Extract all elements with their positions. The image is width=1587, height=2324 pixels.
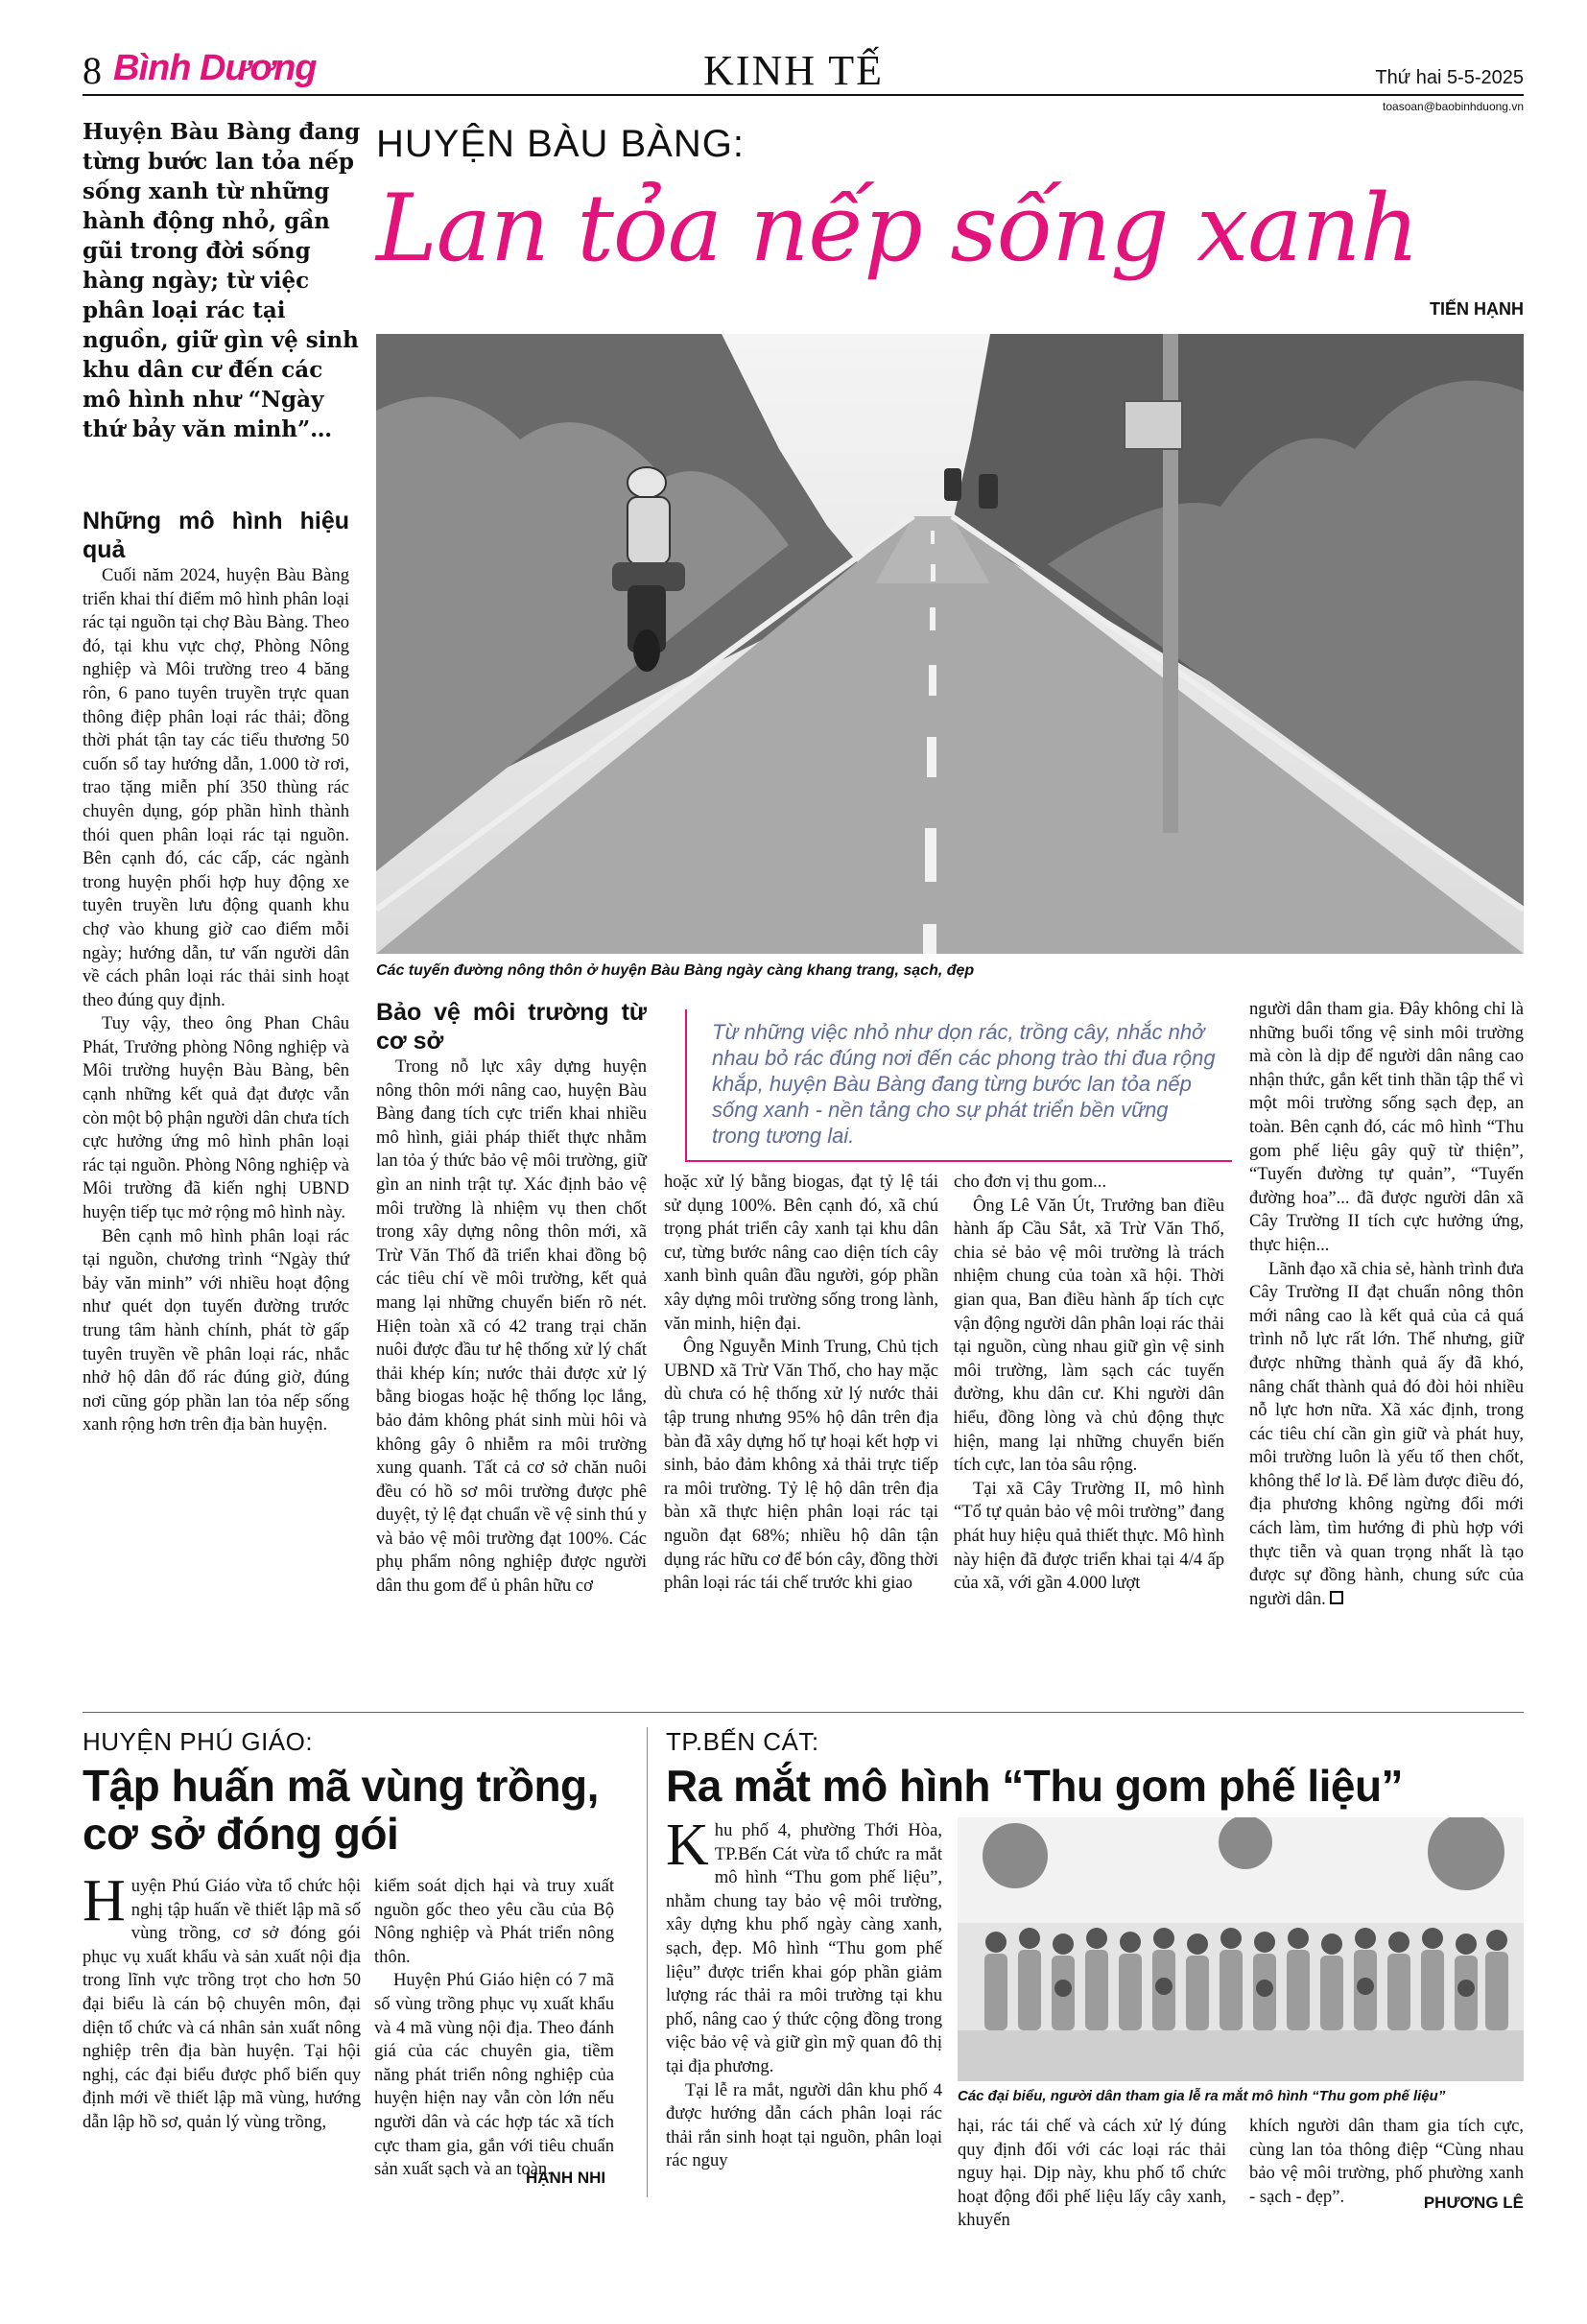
page-number: 8	[83, 49, 102, 92]
phu-giao-headline	[83, 1762, 658, 1858]
headline-line: Tập huấn mã vùng trồng,	[83, 1761, 599, 1811]
lead-headline: Lan tỏa nếp sống xanh	[376, 175, 1419, 282]
lead-column-1	[83, 507, 349, 1437]
dropcap: H	[83, 1868, 126, 1933]
lead-column-2	[376, 998, 647, 1599]
issue-date: Thứ hai 5-5-2025	[1375, 67, 1524, 88]
paragraph	[1249, 1258, 1524, 1612]
subhead-environment: Bảo vệ môi trường từ cơ sở	[376, 999, 647, 1055]
paragraph: Tuy vậy, theo ông Phan Châu Phát, Trưởng phòng Nông nghiệp và Môi trường huyện Bàu Bàng, bên cạnh những kết quả đạt được vẫn còn một bộ phận người dân chưa tích cực hưởng ứng mô hình phân loại rác tại nguồn. Phòng Nông nghiệp và Môi trường đã kiến nghị UBND huyện tiếp tục mở rộng mô hình này.	[83, 1013, 349, 1223]
lead-summary: Huyện Bàu Bàng đang từng bước lan tỏa nếp sống xanh từ những hành động nhỏ, gần gũi trong đời sống hàng ngày; từ việc phân loại rác tại nguồn, giữ gìn vệ sinh khu dân cư đến các mô hình như “Ngày thứ bảy văn minh”…	[83, 119, 361, 442]
lead-byline: TIẾN HẠNH	[1430, 299, 1524, 319]
ben-cat-column-1	[666, 1813, 942, 2173]
pull-quote: Từ những việc nhỏ như dọn rác, trồng cây, nhắc nhở nhau bỏ rác đúng nơi đến các phong trào thi đua rộng khắp, huyện Bàu Bàng đang từng bước lan tỏa nếp sống xanh - nền tảng cho sự phát triển bền vững trong tương lai.	[685, 1009, 1232, 1162]
road-photo	[376, 334, 1524, 954]
paragraph: Ông Lê Văn Út, Trưởng ban điều hành ấp Cầu Sắt, xã Trừ Văn Thố, chia sẻ bảo vệ môi trường là trách nhiệm chung của toàn xã hội. Thời gian qua, Ban điều hành ấp tích cực vận động người dân phân loại rác thải tại nguồn, cùng nhau giữ gìn vệ sinh môi trường, làm sạch các tuyến đường, khu dân cư. Khi người dân hiểu, đồng lòng và chủ động thực hiện, mang lại những chuyển biến tích cực, lan tỏa sâu rộng.	[954, 1195, 1224, 1476]
newspaper-logo: Bình Dương	[113, 48, 317, 88]
lead-column-3	[664, 1171, 938, 1596]
lead-photo-caption: Các tuyến đường nông thôn ở huyện Bàu Bàng ngày càng khang trang, sạch, đẹp	[376, 962, 975, 979]
paragraph: Ông Nguyễn Minh Trung, Chủ tịch UBND xã Trừ Văn Thố, cho hay mặc dù chưa có hệ thống xử lý nước thải tập trung nhưng 95% hộ dân trên địa bàn đã xây dựng hố tự hoại kết hợp vi sinh, bảo đảm không xả thải trực tiếp ra môi trường. Tỷ lệ hộ dân trên địa bàn xã thực hiện phân loại rác tại nguồn đạt 68%; nhiều hộ dân tận dụng rác hữu cơ để bón cây, đồng thời phân loại rác tái chế trước khi giao	[664, 1337, 938, 1594]
phu-giao-column-2	[374, 1875, 614, 2182]
paragraph: Cuối năm 2024, huyện Bàu Bàng triển khai thí điểm mô hình phân loại rác tại nguồn tại chợ Bàu Bàng. Theo đó, tại khu vực chợ, Phòng Nông nghiệp và Môi trường treo 4 băng rôn, 6 pano tuyên truyền trực quan thông điệp phân loại rác thải; đồng thời phát tận tay các tiểu thương 50 cuốn sổ tay hướng dẫn, 1.000 tờ rơi, trao tặng miễn phí 350 thùng rác chuyên dụng, góp phần hình thành thói quen phân loại rác tại nguồn. Bên cạnh đó, các cấp, các ngành trong huyện phối hợp huy động xe tuyên truyền lưu động quanh khu chợ vào khung giờ cao điểm mỗi ngày; hướng dẫn, tư vấn người dân về cách phân loại rác thải sinh hoạt theo đúng quy định.	[83, 565, 349, 1010]
group-photo-illustration	[958, 1817, 1524, 2081]
paragraph: cho đơn vị thu gom...	[954, 1172, 1107, 1192]
headline-line: cơ sở đóng gói	[83, 1809, 399, 1859]
subhead-effective-models: Những mô hình hiệu quả	[83, 508, 349, 563]
paragraph-text: hu phố 4, phường Thới Hòa, TP.Bến Cát vừa tổ chức ra mắt mô hình “Thu gom phế liệu”, nhằm chung tay bảo vệ môi trường, xây dựng khu phố ngày càng xanh, sạch, đẹp. Mô hình “Thu gom phế liệu” được triển khai góp phần giảm lượng rác thải ra môi trường tại khu phố, nâng cao ý thức cộng đồng trong việc bảo vệ và giữ gìn mỹ quan đô thị tại địa phương.	[666, 1820, 942, 2076]
ben-cat-byline: PHƯƠNG LÊ	[1423, 2194, 1524, 2212]
paragraph: Tại xã Cây Trường II, mô hình “Tổ tự quản bảo vệ môi trường” đang phát huy hiệu quả thiết thực. Mô hình này hiện đã được triển khai tại 4/4 ấp của xã, với gần 4.000 lượt	[954, 1478, 1224, 1594]
paragraph: người dân tham gia. Đây không chỉ là những buổi tổng vệ sinh môi trường mà còn là dịp để người dân nâng cao nhận thức, gắn kết tinh thần tập thể vì một môi trường sống sạch đẹp, an toàn. Bên cạnh đó, các mô hình “Thu gom phế liệu gây quỹ từ thiện”, “Tuyến đường tự quản”, “Tuyến đường hoa”... đã được người dân xã Cây Trường II tích cực hưởng ứng, thực hiện...	[1249, 999, 1524, 1255]
lead-kicker: HUYỆN BÀU BÀNG:	[376, 123, 745, 165]
paragraph-text: uyện Phú Giáo vừa tổ chức hội nghị tập huấn về thiết lập mã số vùng trồng, cơ sở đóng gói phục vụ xuất khẩu và sản xuất nội địa trong lĩnh vực trồng trọt cho hơn 50 đại biểu là cán bộ chuyên môn, đại diện tổ chức và cá nhân sản xuất nông nghiệp trên địa bàn huyện. Tại hội nghị, các đại biểu được phổ biến quy định mới về thiết lập mã vùng, hướng dẫn lập hồ sơ, quản lý vùng trồng,	[83, 1876, 361, 2132]
ben-cat-column-2	[958, 2115, 1226, 2233]
phu-giao-column-1	[83, 1868, 361, 2135]
ben-cat-headline: Ra mắt mô hình “Thu gom phế liệu”	[666, 1761, 1404, 1811]
lead-column-5	[1249, 998, 1524, 1611]
phu-giao-kicker: HUYỆN PHÚ GIÁO:	[83, 1727, 314, 1756]
paragraph: hoặc xử lý bằng biogas, đạt tỷ lệ tái sử dụng 100%. Bên cạnh đó, xã chú trọng phát triển cây xanh tại khu dân cư, từng bước nâng cao diện tích cây xanh bình quân đầu người, góp phần xây dựng môi trường sống trong lành, văn minh, hiện đại.	[664, 1172, 938, 1334]
contact-email[interactable]: toasoan@baobinhduong.vn	[1383, 100, 1524, 113]
paragraph: Bên cạnh mô hình phân loại rác tại nguồn, chương trình “Ngày thứ bảy văn minh” với nhiều hoạt động như quét dọn tuyến đường trước trung tâm hành chính, phát tờ gấp tuyên truyền về phân loại rác, nhắc nhở hộ dân đổ rác đúng giờ, đúng nơi cũng góp phần lan tỏa nếp sống xanh rộng hơn trên địa bàn huyện.	[83, 1225, 349, 1435]
header-rule	[83, 94, 1524, 96]
paragraph: khích người dân tham gia tích cực, cùng lan tỏa thông điệp “Cùng nhau bảo vệ môi trường, phố phường xanh - sạch - đẹp”.	[1249, 2116, 1524, 2207]
dropcap: K	[666, 1813, 709, 1878]
ben-cat-kicker: TP.BẾN CÁT:	[666, 1727, 819, 1756]
paragraph: Huyện Phú Giáo hiện có 7 mã số vùng trồng phục vụ xuất khẩu và 4 mã vùng nội địa. Theo đánh giá của các chuyên gia, tiềm năng phát triển nông nghiệp của huyện hiện nay vẫn còn lớn nếu người dân và các hợp tác xã tích cực tham gia, gắn với tiêu chuẩn sản xuất sạch và an toàn.	[374, 1970, 614, 2180]
paragraph: Trong nỗ lực xây dựng huyện nông thôn mới nâng cao, huyện Bàu Bàng đang tích cực triển khai nhiều mô hình, giải pháp thiết thực nhằm lan tỏa ý thức bảo vệ môi trường, giữ gìn an ninh trật tự. Xác định bảo vệ môi trường là nhiệm vụ then chốt trong xây dựng nông thôn mới, xã Trừ Văn Thố đã triển khai đồng bộ các tiêu chí về môi trường, kết quả mang lại những chuyển biến rõ nét. Hiện toàn xã có 42 trang trại chăn nuôi được đầu tư hệ thống xử lý chất thải khép kín; nước thải được xử lý bằng biogas hoặc hệ thống lọc lắng, bảo đảm không phát sinh mùi hôi và không gây ô nhiễm ra môi trường xung quanh. Tất cả cơ sở chăn nuôi đều có hồ sơ môi trường được phê duyệt, tỷ lệ đạt chuẩn về vệ sinh thú y và bảo vệ môi trường đạt 100%. Các phụ phẩm nông nghiệp được người dân thu gom để ủ phân hữu cơ	[376, 1056, 647, 1597]
paragraph: hại, rác tái chế và cách xử lý đúng quy định đối với các loại rác thải nguy hại. Dịp này, khu phố tổ chức hoạt động đổi phế liệu lấy cây xanh, khuyến	[958, 2116, 1226, 2231]
paragraph-text: Lãnh đạo xã chia sẻ, hành trình đưa Cây Trường II đạt chuẩn nông thôn mới nâng cao là kết quả của cả quá trình nỗ lực rất lớn. Thế nhưng, giữ được những thành quả ấy đã khó, nâng chất thành quả đó đòi hỏi nhiều nỗ lực hơn nữa. Xã xác định, trong các tiêu chí cần gìn giữ và phát huy, môi trường luôn là yếu tố then chốt, không thể lơ là. Để làm được điều đó, địa phương không ngừng đổi mới cách làm, tìm hướng đi phù hợp với thực tiễn và quan trọng nhất là tạo được sự đồng hành, chung sức của người dân.	[1249, 1258, 1524, 1609]
phu-giao-byline: HẠNH NHI	[526, 2169, 606, 2187]
group-photo	[958, 1817, 1524, 2081]
paragraph: Tại lễ ra mắt, người dân khu phố 4 được hướng dẫn cách phân loại rác thải rắn sinh hoạt tại nguồn, phân loại rác nguy	[666, 2079, 942, 2171]
section-divider	[83, 1712, 1524, 1713]
end-mark-icon	[1330, 1591, 1343, 1604]
ben-cat-photo-caption: Các đại biểu, người dân tham gia lễ ra mắt mô hình “Thu gom phế liệu”	[958, 2088, 1446, 2104]
lead-column-4	[954, 1171, 1224, 1596]
paragraph: kiểm soát dịch hại và truy xuất nguồn gốc theo yêu cầu của Bộ Nông nghiệp và Phát triển nông thôn.	[374, 1876, 614, 1967]
road-photo-illustration	[376, 334, 1524, 954]
section-title: KINH TẾ	[703, 47, 884, 94]
column-rule	[647, 1727, 648, 2197]
